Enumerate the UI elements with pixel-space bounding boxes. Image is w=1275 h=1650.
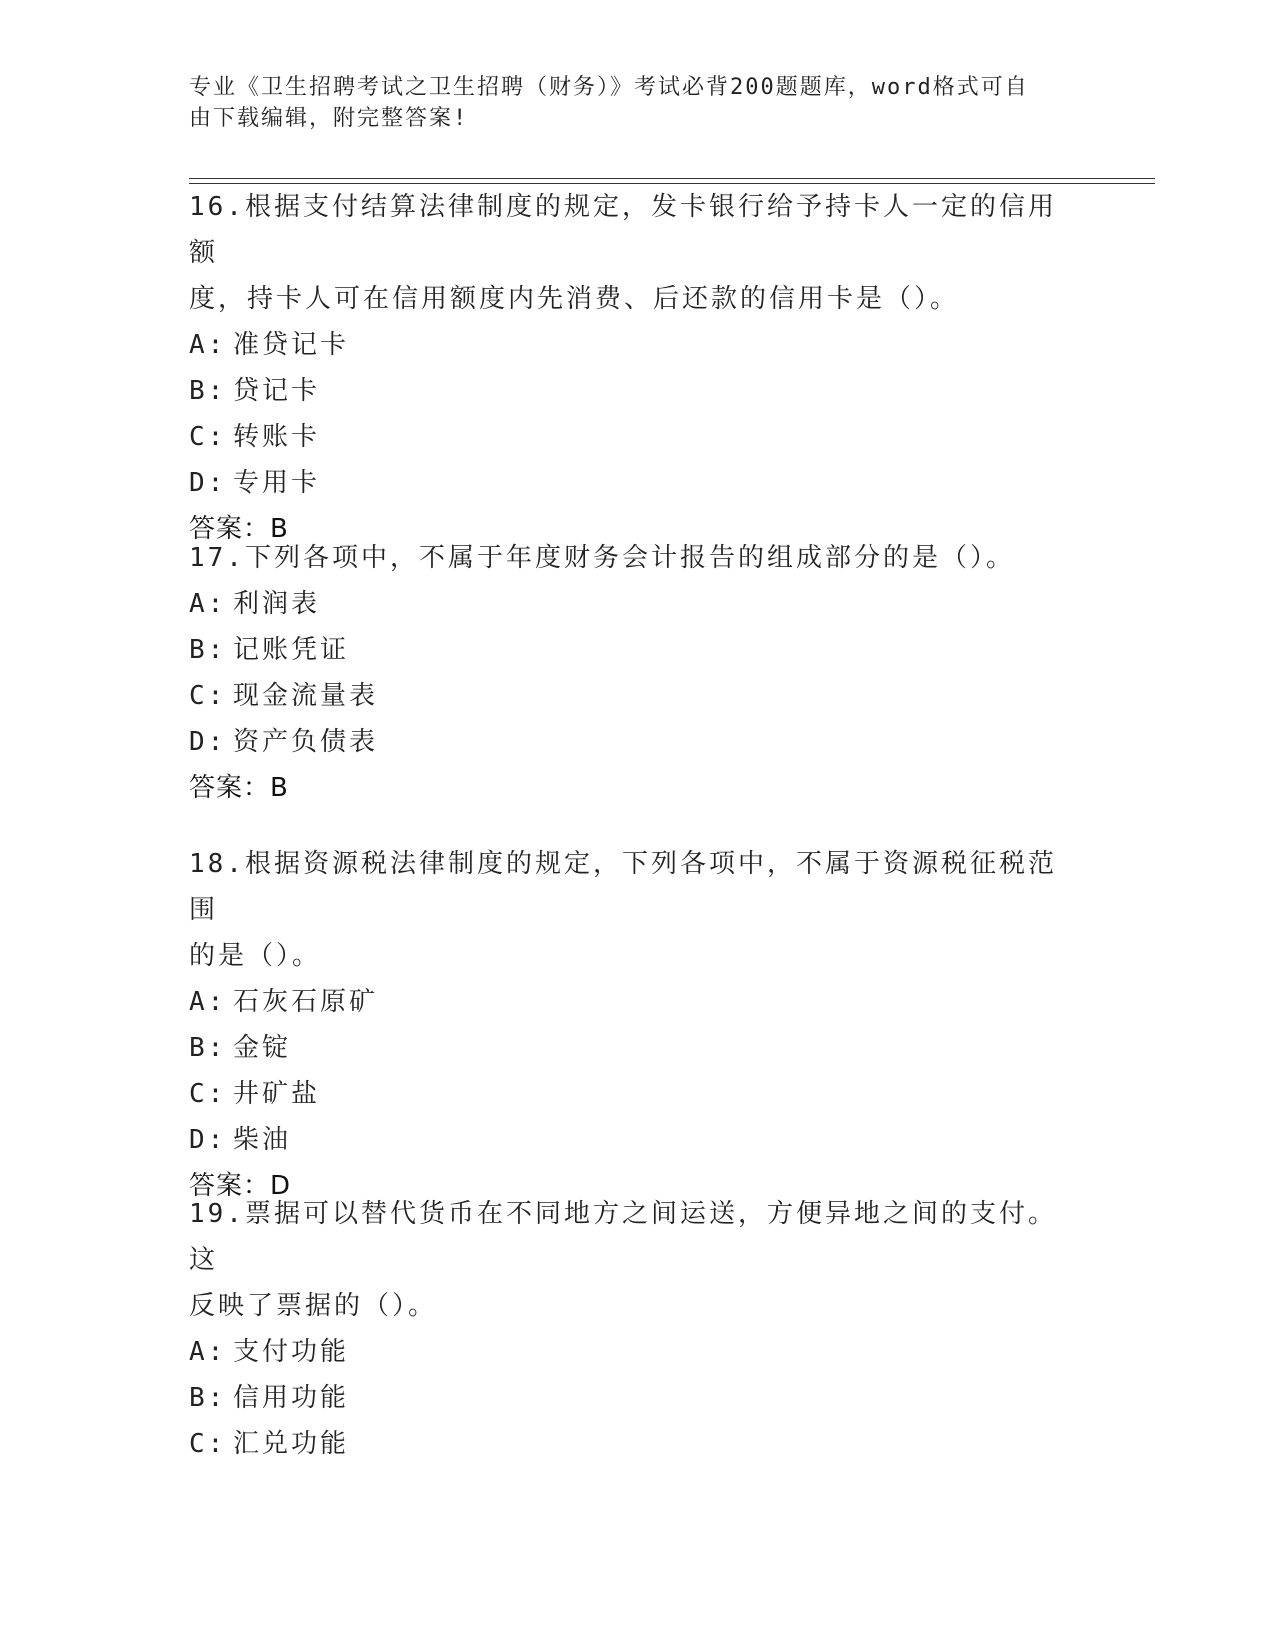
option-key: C: bbox=[189, 1429, 227, 1459]
option-text: 贷记卡 bbox=[233, 376, 321, 406]
option-key: B: bbox=[189, 635, 227, 665]
option-text: 现金流量表 bbox=[233, 681, 379, 711]
question-text-line: 19.票据可以替代货币在不同地方之间运送，方便异地之间的支付。这 bbox=[189, 1199, 1057, 1275]
option-key: D: bbox=[189, 468, 227, 498]
option-key: D: bbox=[189, 727, 227, 757]
option-a bbox=[189, 322, 1079, 368]
question-text-line: 的是（）。 bbox=[189, 941, 322, 971]
option-text: 记账凭证 bbox=[233, 635, 350, 665]
option-c bbox=[189, 414, 1079, 460]
option-text: 利润表 bbox=[233, 589, 321, 619]
option-text: 专用卡 bbox=[233, 468, 321, 498]
option-a bbox=[189, 581, 1079, 627]
question-text-line: 度，持卡人可在信用额度内先消费、后还款的信用卡是（）。 bbox=[189, 284, 960, 314]
option-c bbox=[189, 673, 1079, 719]
header-line-1: 专业《卫生招聘考试之卫生招聘（财务）》考试必背200题题库，word格式可自 bbox=[189, 75, 1029, 100]
question-16 bbox=[189, 184, 1079, 552]
option-key: B: bbox=[189, 1383, 227, 1413]
option-a bbox=[189, 979, 1079, 1025]
option-text: 支付功能 bbox=[233, 1337, 350, 1367]
option-key: A: bbox=[189, 1337, 227, 1367]
header-divider-top bbox=[189, 178, 1155, 179]
question-text-line: 反映了票据的（）。 bbox=[189, 1291, 438, 1321]
option-text: 汇兑功能 bbox=[233, 1429, 350, 1459]
option-key: D: bbox=[189, 1125, 227, 1155]
option-c bbox=[189, 1071, 1079, 1117]
option-a bbox=[189, 1329, 1079, 1375]
option-b bbox=[189, 627, 1079, 673]
option-d bbox=[189, 719, 1079, 765]
option-b bbox=[189, 1025, 1079, 1071]
option-text: 柴油 bbox=[233, 1125, 292, 1155]
option-key: B: bbox=[189, 1033, 227, 1063]
option-key: A: bbox=[189, 330, 227, 360]
option-d bbox=[189, 460, 1079, 506]
option-d bbox=[189, 1117, 1079, 1163]
option-text: 金锭 bbox=[233, 1033, 292, 1063]
question-text-line: 17.下列各项中，不属于年度财务会计报告的组成部分的是（）。 bbox=[189, 543, 1015, 573]
option-text: 准贷记卡 bbox=[233, 330, 350, 360]
option-key: B: bbox=[189, 376, 227, 406]
question-19 bbox=[189, 1191, 1079, 1467]
option-text: 资产负债表 bbox=[233, 727, 379, 757]
option-key: C: bbox=[189, 681, 227, 711]
option-b bbox=[189, 368, 1079, 414]
option-text: 转账卡 bbox=[233, 422, 321, 452]
question-text-line: 16.根据支付结算法律制度的规定，发卡银行给予持卡人一定的信用额 bbox=[189, 192, 1057, 268]
option-text: 井矿盐 bbox=[233, 1079, 321, 1109]
option-key: C: bbox=[189, 422, 227, 452]
answer-line: 答案：B bbox=[189, 514, 289, 544]
document-header bbox=[189, 72, 1079, 134]
answer-line: 答案：B bbox=[189, 773, 289, 803]
option-key: A: bbox=[189, 589, 227, 619]
option-c bbox=[189, 1421, 1079, 1467]
option-key: A: bbox=[189, 987, 227, 1017]
question-text-line: 18.根据资源税法律制度的规定，下列各项中，不属于资源税征税范围 bbox=[189, 849, 1057, 925]
question-18 bbox=[189, 841, 1079, 1209]
option-b bbox=[189, 1375, 1079, 1421]
header-line-2: 由下载编辑，附完整答案! bbox=[189, 106, 469, 131]
option-text: 信用功能 bbox=[233, 1383, 350, 1413]
option-text: 石灰石原矿 bbox=[233, 987, 379, 1017]
answer-line: 答案：D bbox=[189, 1171, 292, 1201]
option-key: C: bbox=[189, 1079, 227, 1109]
question-17 bbox=[189, 535, 1079, 811]
